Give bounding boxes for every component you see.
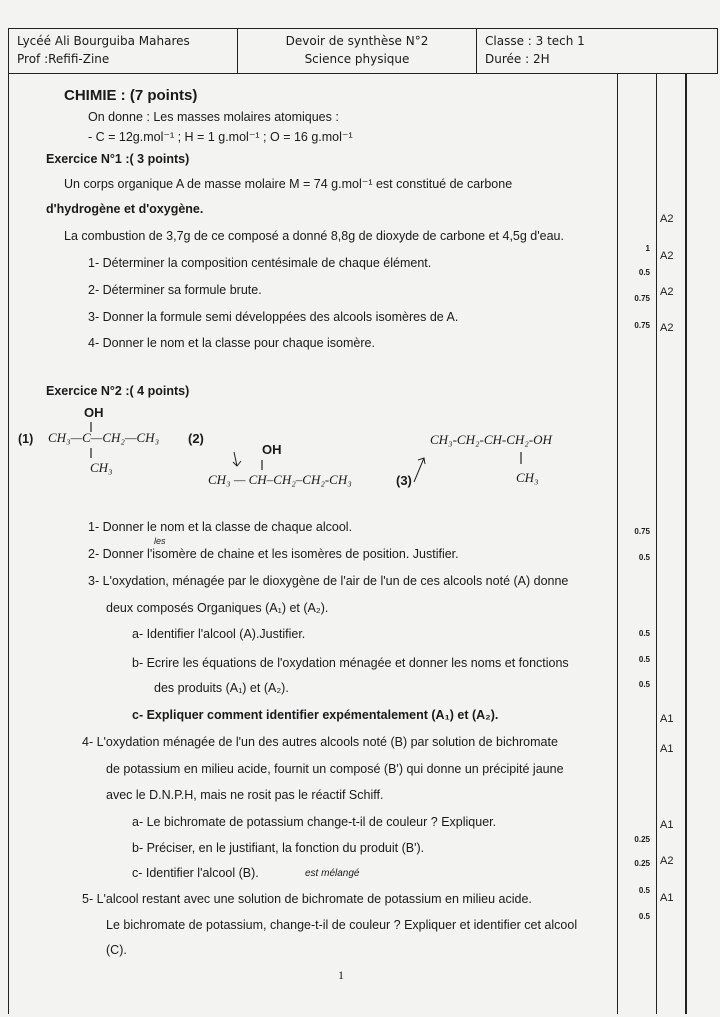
molecule-3-oh: OH [262, 442, 282, 457]
ex1-intro-line1: Un corps organique A de masse molaire M = 74 g.mol⁻¹ est constitué de carbone [64, 177, 513, 191]
competence: A2 [660, 855, 674, 867]
ex2-line: b- Préciser, en le justifiant, la fonction du produit (B'). [132, 841, 425, 855]
molecule-3-number: (3) [396, 473, 412, 488]
header-table [8, 28, 718, 74]
ex2-line: Le bichromate de potassium, change-t-il de couleur ? Expliquer et identifier cet alcool [106, 918, 578, 932]
exercise1-title: Exercice N°1 :( 3 points) [46, 152, 190, 166]
score: 0.75 [634, 321, 650, 330]
school-name: Lycéé Ali Bourguiba Mahares [17, 34, 190, 48]
ex1-question: 3- Donner la formule semi développées des alcools isomères de A. [88, 310, 459, 324]
score: 0.5 [638, 268, 650, 277]
ex2-line: 5- L'alcool restant avec une solution de bichromate de potassium en milieu acide. [82, 892, 532, 906]
ex1-question: 1- Déterminer la composition centésimale de chaque élément. [88, 256, 432, 270]
score: 0.5 [638, 655, 650, 664]
ex2-line: 2- Donner l'isomère de chaine et les isomères de position. Justifier. [88, 547, 459, 561]
score: 0.75 [634, 294, 650, 303]
header-class-cell [477, 29, 717, 73]
competence: A2 [660, 250, 674, 262]
handwritten-note: les [154, 536, 166, 546]
competence: A2 [660, 286, 674, 298]
ex1-question: 4- Donner le nom et la classe pour chaque isomère. [88, 336, 375, 350]
score: 0.5 [638, 629, 650, 638]
molar-masses: - C = 12g.mol⁻¹ ; H = 1 g.mol⁻¹ ; O = 16 g.mol⁻¹ [88, 130, 353, 144]
molecule-3-chain: CH₃ — CH–CH₂–CH₂-CH₃ [208, 472, 352, 487]
score: 0.75 [634, 527, 650, 536]
ex2-line: 3- L'oxydation, ménagée par le dioxygène de l'air de l'un de ces alcools noté (A) donne [88, 574, 569, 588]
left-border [8, 74, 9, 1014]
competence: A1 [660, 892, 674, 904]
ex2-line: de potassium en milieu acide, fournit un composé (B') qui donne un précipité jaune [106, 762, 564, 776]
ex2-line: (C). [106, 943, 127, 957]
score: 0.5 [638, 553, 650, 562]
page-number: 1 [338, 968, 344, 982]
chimie-title: CHIMIE : (7 points) [64, 87, 198, 104]
molecule-1-branch: CH₃ [90, 460, 113, 475]
ex2-line: deux composés Organiques (A₁) et (A₂). [106, 601, 329, 615]
class-label: Classe : 3 tech 1 [485, 34, 585, 48]
exercise2-title: Exercice N°2 :( 4 points) [46, 384, 190, 398]
ex1-question: 2- Déterminer sa formule brute. [88, 283, 262, 297]
duration-label: Durée : 2H [485, 52, 550, 66]
score: 0.5 [638, 680, 650, 689]
competence: A1 [660, 819, 674, 831]
competence: A1 [660, 713, 674, 725]
ex2-line: c- Expliquer comment identifier expémentalement (A₁) et (A₂). [132, 708, 499, 722]
ex2-line: a- Identifier l'alcool (A).Justifier. [132, 627, 306, 641]
molecule-1-oh: OH [84, 405, 104, 420]
score: 0.5 [638, 912, 650, 921]
ex2-line: a- Le bichromate de potassium change-t-il de couleur ? Expliquer. [132, 815, 497, 829]
molecule-2-number: (2) [188, 431, 204, 446]
molecule-1-chain: CH₃—C—CH₂—CH₃ [48, 430, 160, 445]
competence-column-line [656, 74, 657, 1014]
molecule-4-chain: CH₃-CH₂-CH-CH₂-OH [430, 432, 552, 447]
ex1-intro-line2: d'hydrogène et d'oxygène. [46, 202, 204, 216]
given-text: On donne : Les masses molaires atomiques : [88, 110, 339, 124]
ex2-line: 4- L'oxydation ménagée de l'un des autres alcools noté (B) par solution de bichromate [82, 735, 558, 749]
molecule-4-branch: CH₃ [516, 470, 539, 485]
competence: A1 [660, 743, 674, 755]
ex2-line: 1- Donner le nom et la classe de chaque alcool. [88, 520, 353, 534]
competence: A2 [660, 213, 674, 225]
ex2-line: c- Identifier l'alcool (B). [132, 866, 259, 880]
ex2-line: des produits (A₁) et (A₂). [154, 681, 289, 695]
handwritten-note: est mélangé [305, 868, 360, 879]
score: 0.5 [638, 886, 650, 895]
molecule-1-label: (1) [18, 432, 34, 446]
right-border [685, 74, 687, 1014]
ex2-line: b- Ecrire les équations de l'oxydation ménagée et donner les noms et fonctions [132, 656, 569, 670]
exam-subject: Science physique [304, 52, 410, 66]
competence: A2 [660, 322, 674, 334]
teacher-name: Prof :Refifi-Zine [17, 52, 110, 66]
score: 0.25 [634, 835, 650, 844]
score: 0.25 [634, 859, 650, 868]
ex2-line: avec le D.N.P.H, mais ne rosit pas le réactif Schiff. [106, 788, 384, 802]
score: 1 [645, 244, 650, 253]
molecule-bonds [0, 400, 620, 500]
header-school-cell [9, 29, 238, 73]
header-title-cell [238, 29, 477, 73]
ex1-combustion: La combustion de 3,7g de ce composé a donné 8,8g de dioxyde de carbone et 4,5g d'eau. [64, 229, 564, 243]
score-column-line [617, 74, 618, 1014]
exam-title: Devoir de synthèse N°2 [285, 34, 429, 48]
